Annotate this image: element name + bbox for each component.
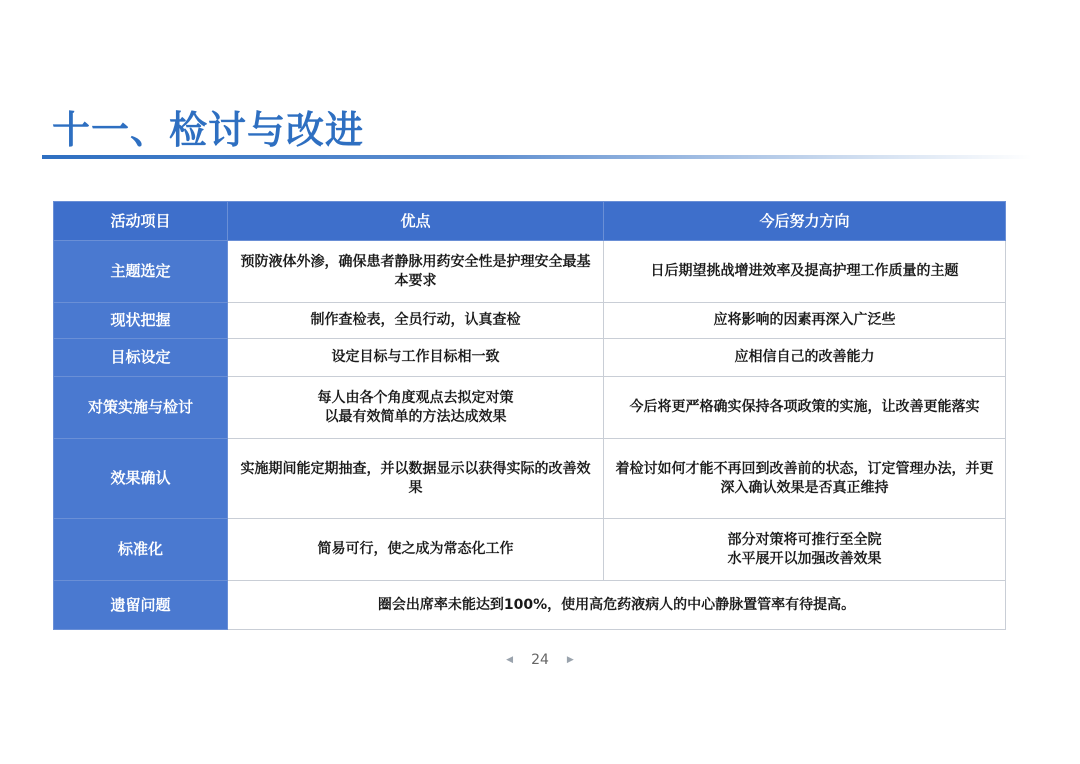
row-item-label: 标准化	[54, 519, 228, 581]
table-row-remaining-issues	[54, 581, 1006, 630]
header-future-direction: 今后努力方向	[604, 202, 1006, 241]
row-direction-cell: 应将影响的因素再深入广泛些	[604, 303, 1006, 339]
row-item-label: 目标设定	[54, 339, 228, 377]
page-number: 24	[531, 652, 549, 668]
header-pros: 优点	[228, 202, 604, 241]
row-item-label: 现状把握	[54, 303, 228, 339]
row-pros-cell: 预防液体外渗，确保患者静脉用药安全性是护理安全最基本要求	[228, 241, 604, 303]
review-table	[53, 201, 1006, 630]
remaining-issues-cell: 圈会出席率未能达到100%，使用高危药液病人的中心静脉置管率有待提高。	[228, 581, 1006, 630]
row-item-label: 主题选定	[54, 241, 228, 303]
table-row	[54, 519, 1006, 581]
row-direction-cell: 着检讨如何才能不再回到改善前的状态，订定管理办法，并更深入确认效果是否真正维持	[604, 439, 1006, 519]
row-pros-cell: 实施期间能定期抽查，并以数据显示以获得实际的改善效果	[228, 439, 604, 519]
row-direction-cell: 应相信自己的改善能力	[604, 339, 1006, 377]
row-item-label: 对策实施与检讨	[54, 377, 228, 439]
table-header-row	[54, 202, 1006, 241]
row-direction-cell: 今后将更严格确实保持各项政策的实施，让改善更能落实	[604, 377, 1006, 439]
page-navigator	[0, 652, 1080, 668]
table-row	[54, 439, 1006, 519]
title-underline	[42, 155, 1032, 159]
row-item-label: 效果确认	[54, 439, 228, 519]
row-direction-cell: 部分对策将可推行至全院 水平展开以加强改善效果	[604, 519, 1006, 581]
triangle-right-icon[interactable]: ▶	[566, 655, 574, 665]
row-pros-cell: 简易可行，使之成为常态化工作	[228, 519, 604, 581]
table-row	[54, 339, 1006, 377]
table-row	[54, 377, 1006, 439]
row-item-label: 遗留问题	[54, 581, 228, 630]
row-direction-cell: 日后期望挑战增进效率及提高护理工作质量的主题	[604, 241, 1006, 303]
table-row	[54, 241, 1006, 303]
row-pros-cell: 制作查检表，全员行动，认真查检	[228, 303, 604, 339]
row-pros-cell: 每人由各个角度观点去拟定对策 以最有效简单的方法达成效果	[228, 377, 604, 439]
row-pros-cell: 设定目标与工作目标相一致	[228, 339, 604, 377]
header-activity-item: 活动项目	[54, 202, 228, 241]
triangle-left-icon[interactable]: ◀	[506, 655, 514, 665]
slide-title: 十一、检讨与改进	[52, 108, 365, 152]
table-row	[54, 303, 1006, 339]
